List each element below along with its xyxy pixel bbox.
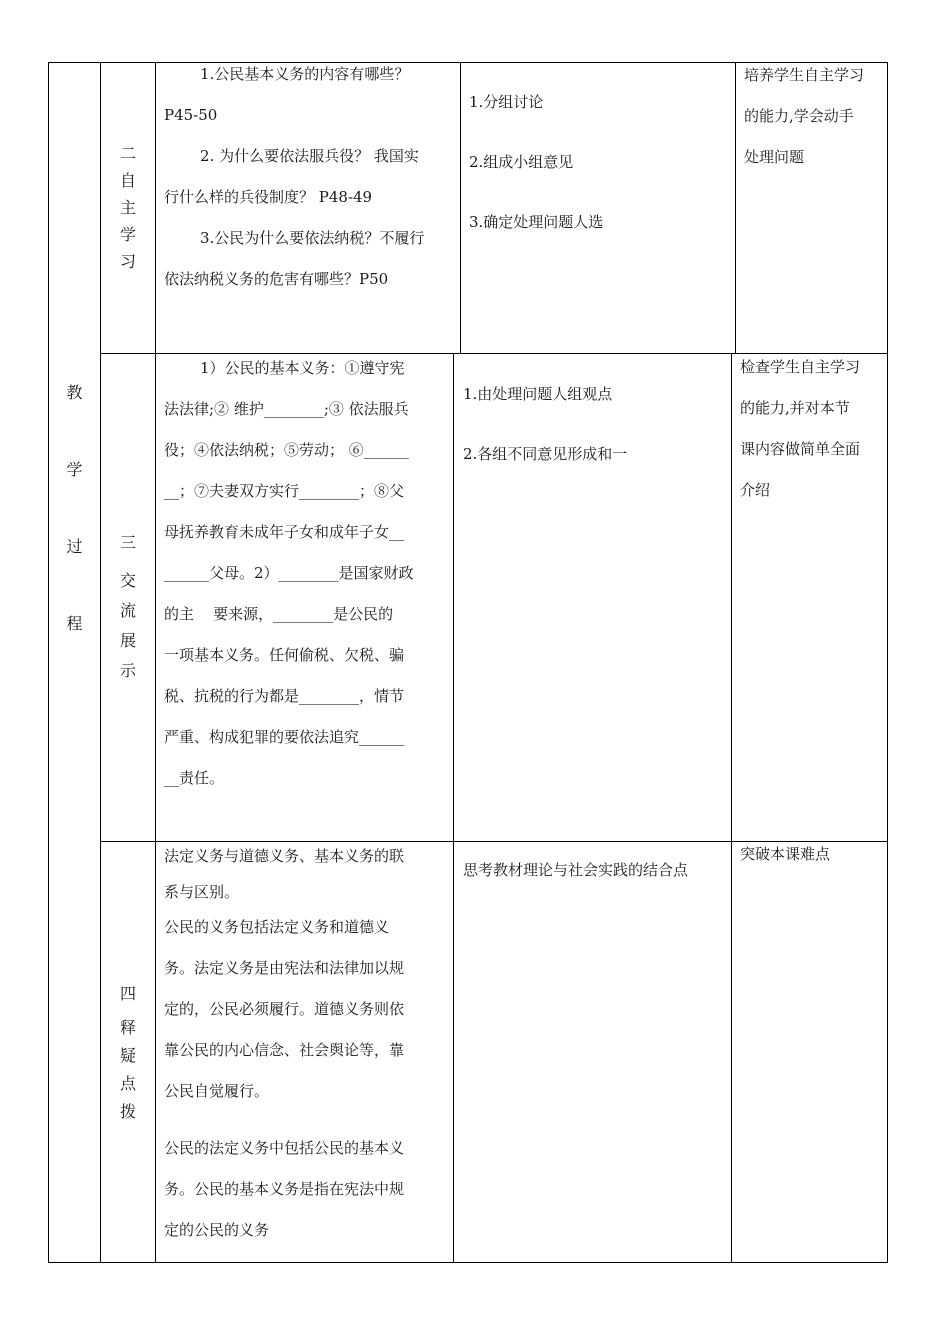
stage-char: 示 [119, 661, 136, 680]
stage-char: 展 [119, 631, 136, 650]
content-line: 系与区别。 [164, 883, 240, 901]
outer-label-char: 学 [66, 460, 83, 479]
purpose-line: 介绍 [740, 481, 771, 499]
activity-line: 1.分组讨论 [469, 93, 544, 111]
purpose-clarify [740, 834, 884, 875]
content-line: 3.公民为什么要依法纳税？不履行 [200, 229, 425, 247]
activity-line: 3.确定处理问题人选 [469, 213, 604, 231]
activity-line: 1.由处理问题人组观点 [463, 385, 613, 403]
col-divider-activity-r23 [731, 353, 732, 1263]
content-line: ______父母。2）________是国家财政 [164, 564, 414, 582]
content-self-study [164, 54, 456, 300]
purpose-line: 处理问题 [744, 148, 805, 166]
activity-line: 2.组成小组意见 [469, 153, 574, 171]
purpose-line: 课内容做简单全面 [740, 440, 861, 458]
col-divider-stage [155, 62, 156, 1263]
stage-char: 自 [119, 171, 136, 190]
content-clarify [164, 836, 452, 1251]
stage-char: 释 [119, 1018, 136, 1037]
activity-exchange [463, 364, 729, 484]
stage-label-clarify [101, 980, 155, 1126]
content-line: 公民的法定义务中包括公民的基本义 [164, 1139, 405, 1157]
stage-char: 流 [119, 601, 136, 620]
content-line: 税、抗税的行为都是________，情节 [164, 687, 405, 705]
content-line: 行什么样的兵役制度？ P48-49 [164, 188, 373, 206]
content-line: __责任。 [164, 769, 225, 787]
content-line: 严重、构成犯罪的要依法追究______ [164, 728, 405, 746]
activity-clarify [463, 850, 729, 891]
content-line: P45-50 [164, 106, 218, 124]
content-line: 役；④依法纳税；⑤劳动； ⑥______ [164, 441, 409, 459]
purpose-line: 培养学生自主学习 [744, 66, 865, 84]
stage-label-self-study [101, 140, 155, 275]
table-right-border [887, 62, 888, 1263]
stage-char: 学 [119, 225, 136, 244]
table-bottom-border [48, 1262, 888, 1263]
content-line: 法定义务与道德义务、基本义务的联 [164, 847, 405, 865]
activity-self-study [469, 72, 731, 252]
outer-label [49, 380, 100, 688]
content-line: 务。公民的基本义务是指在宪法中规 [164, 1180, 405, 1198]
purpose-line: 的能力,并对本节 [740, 399, 850, 417]
content-line: 依法纳税义务的危害有哪些？P50 [164, 270, 389, 288]
stage-char: 二 [119, 144, 136, 163]
content-line: 1.公民基本义务的内容有哪些？ [200, 65, 410, 83]
content-line: 务。法定义务是由宪法和法律加以规 [164, 959, 405, 977]
content-line: 2. 为什么要依法服兵役？ 我国实 [200, 147, 419, 165]
content-line: 法法律;② 维护________;③ 依法服兵 [164, 400, 409, 418]
content-line: __；⑦夫妻双方实行________；⑧父 [164, 482, 405, 500]
col-divider-activity-r1 [735, 62, 736, 354]
purpose-self-study [744, 55, 884, 178]
content-line: 定的公民的义务 [164, 1221, 270, 1239]
content-line: 的主 要来源，________是公民的 [164, 605, 394, 623]
content-line: 母抚养教育未成年子女和成年子女__ [164, 523, 405, 541]
stage-char: 习 [119, 252, 136, 271]
stage-char: 点 [119, 1074, 136, 1093]
purpose-exchange [740, 347, 884, 511]
content-line: 一项基本义务。任何偷税、欠税、骗 [164, 646, 405, 664]
outer-label-char: 教 [66, 383, 83, 402]
content-line: 靠公民的内心信念、社会舆论等，靠 [164, 1041, 405, 1059]
stage-char: 交 [119, 571, 136, 590]
content-line: 定的，公民必须履行。道德义务则依 [164, 1000, 405, 1018]
content-line: 公民的义务包括法定义务和道德义 [164, 918, 390, 936]
stage-char: 疑 [119, 1046, 136, 1065]
stage-char: 四 [119, 984, 136, 1003]
stage-char: 主 [119, 198, 136, 217]
content-line: 公民自觉履行。 [164, 1082, 270, 1100]
outer-label-char: 过 [66, 537, 83, 556]
outer-label-char: 程 [66, 614, 83, 633]
col-divider-content-r23 [453, 353, 454, 1263]
activity-line: 2.各组不同意见形成和一 [463, 445, 628, 463]
content-line: 1）公民的基本义务：①遵守宪 [200, 359, 405, 377]
activity-line: 思考教材理论与社会实践的结合点 [463, 861, 689, 879]
content-exchange [164, 348, 452, 799]
stage-label-exchange [101, 528, 155, 686]
stage-char: 三 [119, 533, 136, 552]
purpose-line: 检查学生自主学习 [740, 358, 861, 376]
purpose-line: 突破本课难点 [740, 845, 831, 863]
purpose-line: 的能力,学会动手 [744, 107, 854, 125]
col-divider-content-r1 [460, 62, 461, 354]
stage-char: 拨 [119, 1102, 136, 1121]
